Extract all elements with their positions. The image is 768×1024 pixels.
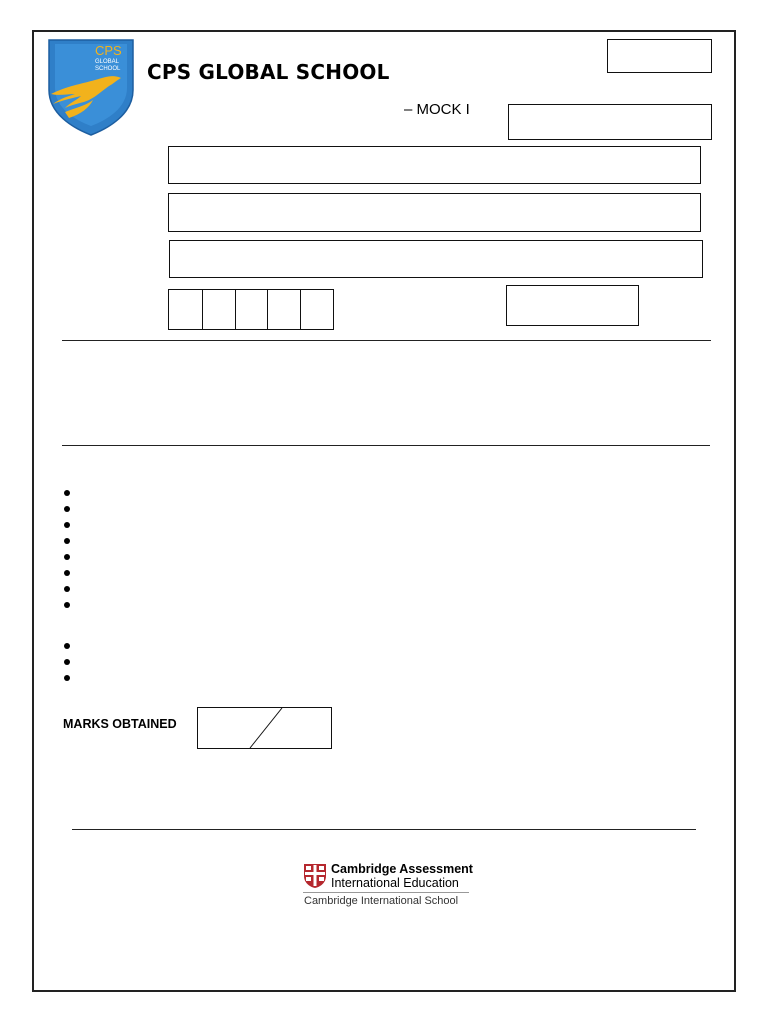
cambridge-school-label: Cambridge International School	[304, 895, 459, 907]
bullet-marker	[64, 659, 70, 665]
candidate-name-field[interactable]	[168, 146, 701, 184]
bullet-marker	[64, 522, 70, 528]
marks-slash-icon	[198, 708, 331, 748]
logo-cps-text: CPS	[95, 43, 122, 58]
cell-divider	[267, 290, 268, 329]
candidate-code-box[interactable]	[506, 285, 639, 326]
bullet-marker	[64, 586, 70, 592]
bullet-marker	[64, 490, 70, 496]
cambridge-subtitle: International Education	[331, 876, 459, 890]
cell-divider	[235, 290, 236, 329]
paper-code-box[interactable]	[607, 39, 712, 73]
footer-divider	[72, 829, 696, 830]
bullet-marker	[64, 538, 70, 544]
cambridge-title: Cambridge Assessment	[331, 862, 473, 876]
marks-obtained-box[interactable]	[197, 707, 332, 749]
cell-divider	[202, 290, 203, 329]
bullet-marker	[64, 506, 70, 512]
school-name: CPS GLOBAL SCHOOL	[147, 60, 390, 84]
bullet-marker	[64, 570, 70, 576]
school-logo	[47, 38, 135, 136]
cambridge-rule	[303, 892, 469, 893]
divider-line	[62, 445, 710, 446]
marks-obtained-label: MARKS OBTAINED	[63, 717, 177, 731]
candidate-number-grid[interactable]	[168, 289, 334, 330]
exam-title-box[interactable]	[508, 104, 712, 140]
centre-name-field[interactable]	[168, 193, 701, 232]
logo-global-text: GLOBAL	[95, 59, 120, 65]
bullet-marker	[64, 675, 70, 681]
cambridge-crest-icon	[303, 863, 327, 889]
subject-field[interactable]	[169, 240, 703, 278]
mock-label: – MOCK I	[404, 101, 470, 118]
bullet-marker	[64, 602, 70, 608]
bullet-marker	[64, 643, 70, 649]
logo-school-text: SCHOOL	[95, 66, 121, 72]
divider-line	[62, 340, 711, 341]
cell-divider	[300, 290, 301, 329]
bullet-marker	[64, 554, 70, 560]
